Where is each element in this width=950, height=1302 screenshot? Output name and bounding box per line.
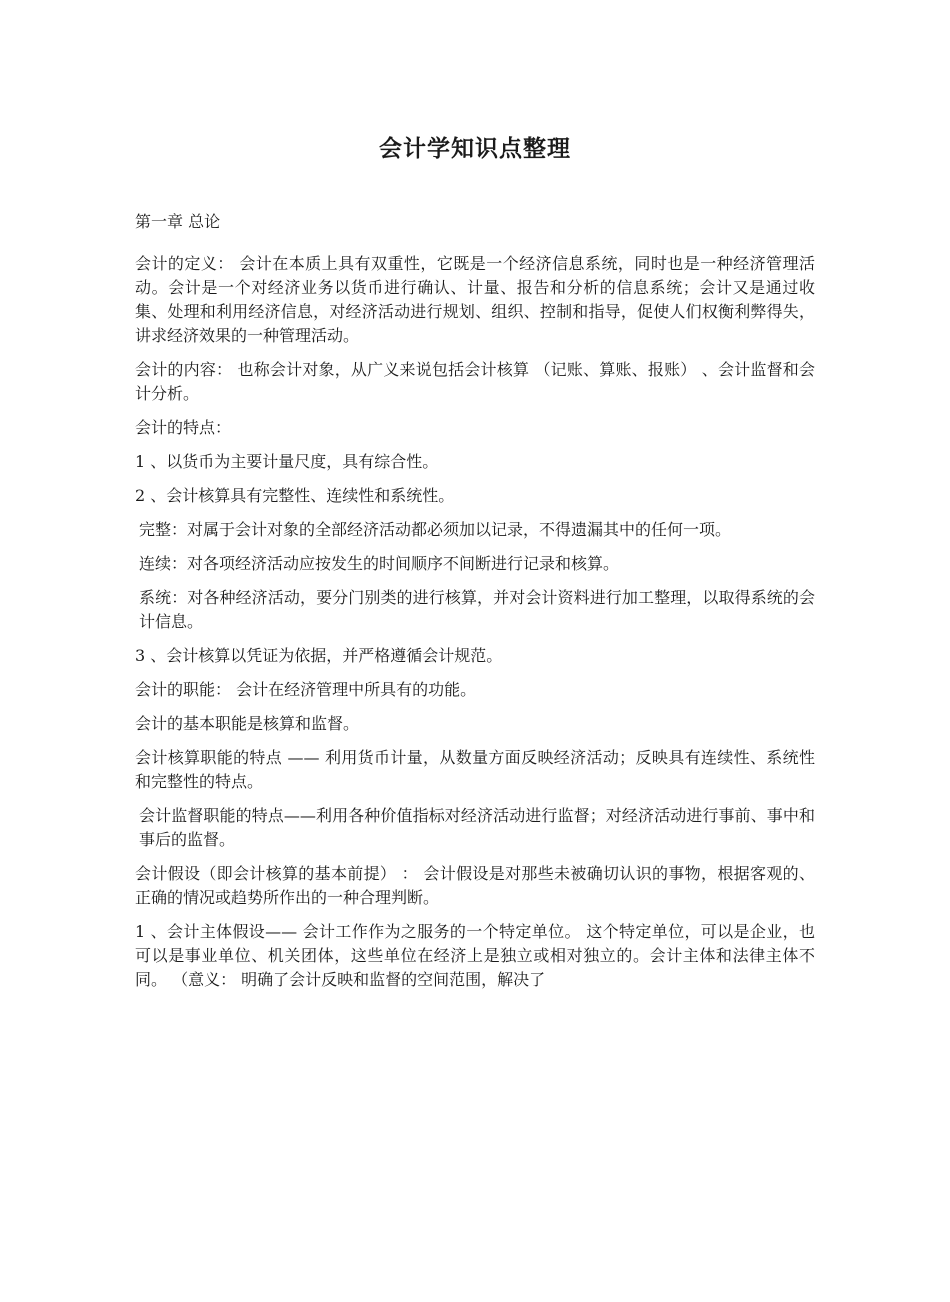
document-body bbox=[135, 210, 815, 1002]
paragraph-supervision-function: 会计监督职能的特点——利用各种价值指标对经济活动进行监督；对经济活动进行事前、事中和事后的监督。 bbox=[139, 806, 815, 849]
paragraph-systematic: 系统：对各种经济活动，要分门别类的进行核算，并对会计资料进行加工整理，以取得系统的会计信息。 bbox=[139, 588, 815, 631]
paragraph-basic-functions: 会计的基本职能是核算和监督。 bbox=[135, 714, 360, 733]
paragraph-entity-assumption: 1 、会计主体假设—— 会计工作作为之服务的一个特定单位。 这个特定单位，可以是企业，也可以是事业单位、机关团体，这些单位在经济上是独立或相对独立的。会计主体和法律主体不同。 （意义： 明确了会计反映和监督的空间范围，解决了 bbox=[135, 922, 815, 989]
paragraph-feature-2: 2 、会计核算具有完整性、连续性和系统性。 bbox=[135, 486, 455, 505]
paragraph-assumptions: 会计假设（即会计核算的基本前提） ： 会计假设是对那些未被确切认识的事物，根据客观的、正确的情况或趋势所作出的一种合理判断。 bbox=[135, 864, 815, 907]
paragraph-continuity: 连续：对各项经济活动应按发生的时间顺序不间断进行记录和核算。 bbox=[139, 554, 620, 573]
paragraph-feature-3: 3 、会计核算以凭证为依据，并严格遵循会计规范。 bbox=[135, 646, 503, 665]
paragraph-features-heading: 会计的特点： bbox=[135, 418, 232, 437]
paragraph-completeness: 完整：对属于会计对象的全部经济活动都必须加以记录，不得遗漏其中的任何一项。 bbox=[139, 520, 732, 539]
paragraph-feature-1: 1 、以货币为主要计量尺度，具有综合性。 bbox=[135, 452, 439, 471]
paragraph-functions: 会计的职能： 会计在经济管理中所具有的功能。 bbox=[135, 680, 477, 699]
paragraph-definition: 会计的定义： 会计在本质上具有双重性，它既是一个经济信息系统，同时也是一种经济管理活动。会计是一个对经济业务以货币进行确认、计量、报告和分析的信息系统；会计又是通过收集、处理和利用经济信息，对经济活动进行规划、组织、控制和指导，促使人们权衡利弊得失，讲求经济效果的一种管理活动。 bbox=[135, 254, 815, 345]
document-title: 会计学知识点整理 bbox=[379, 136, 571, 162]
paragraph-content: 会计的内容： 也称会计对象，从广义来说包括会计核算 （记账、算账、报账） 、会计监督和会计分析。 bbox=[135, 360, 815, 403]
chapter-heading: 第一章 总论 bbox=[135, 212, 221, 231]
paragraph-accounting-function: 会计核算职能的特点 —— 利用货币计量，从数量方面反映经济活动；反映具有连续性、系统性和完整性的特点。 bbox=[135, 748, 815, 791]
